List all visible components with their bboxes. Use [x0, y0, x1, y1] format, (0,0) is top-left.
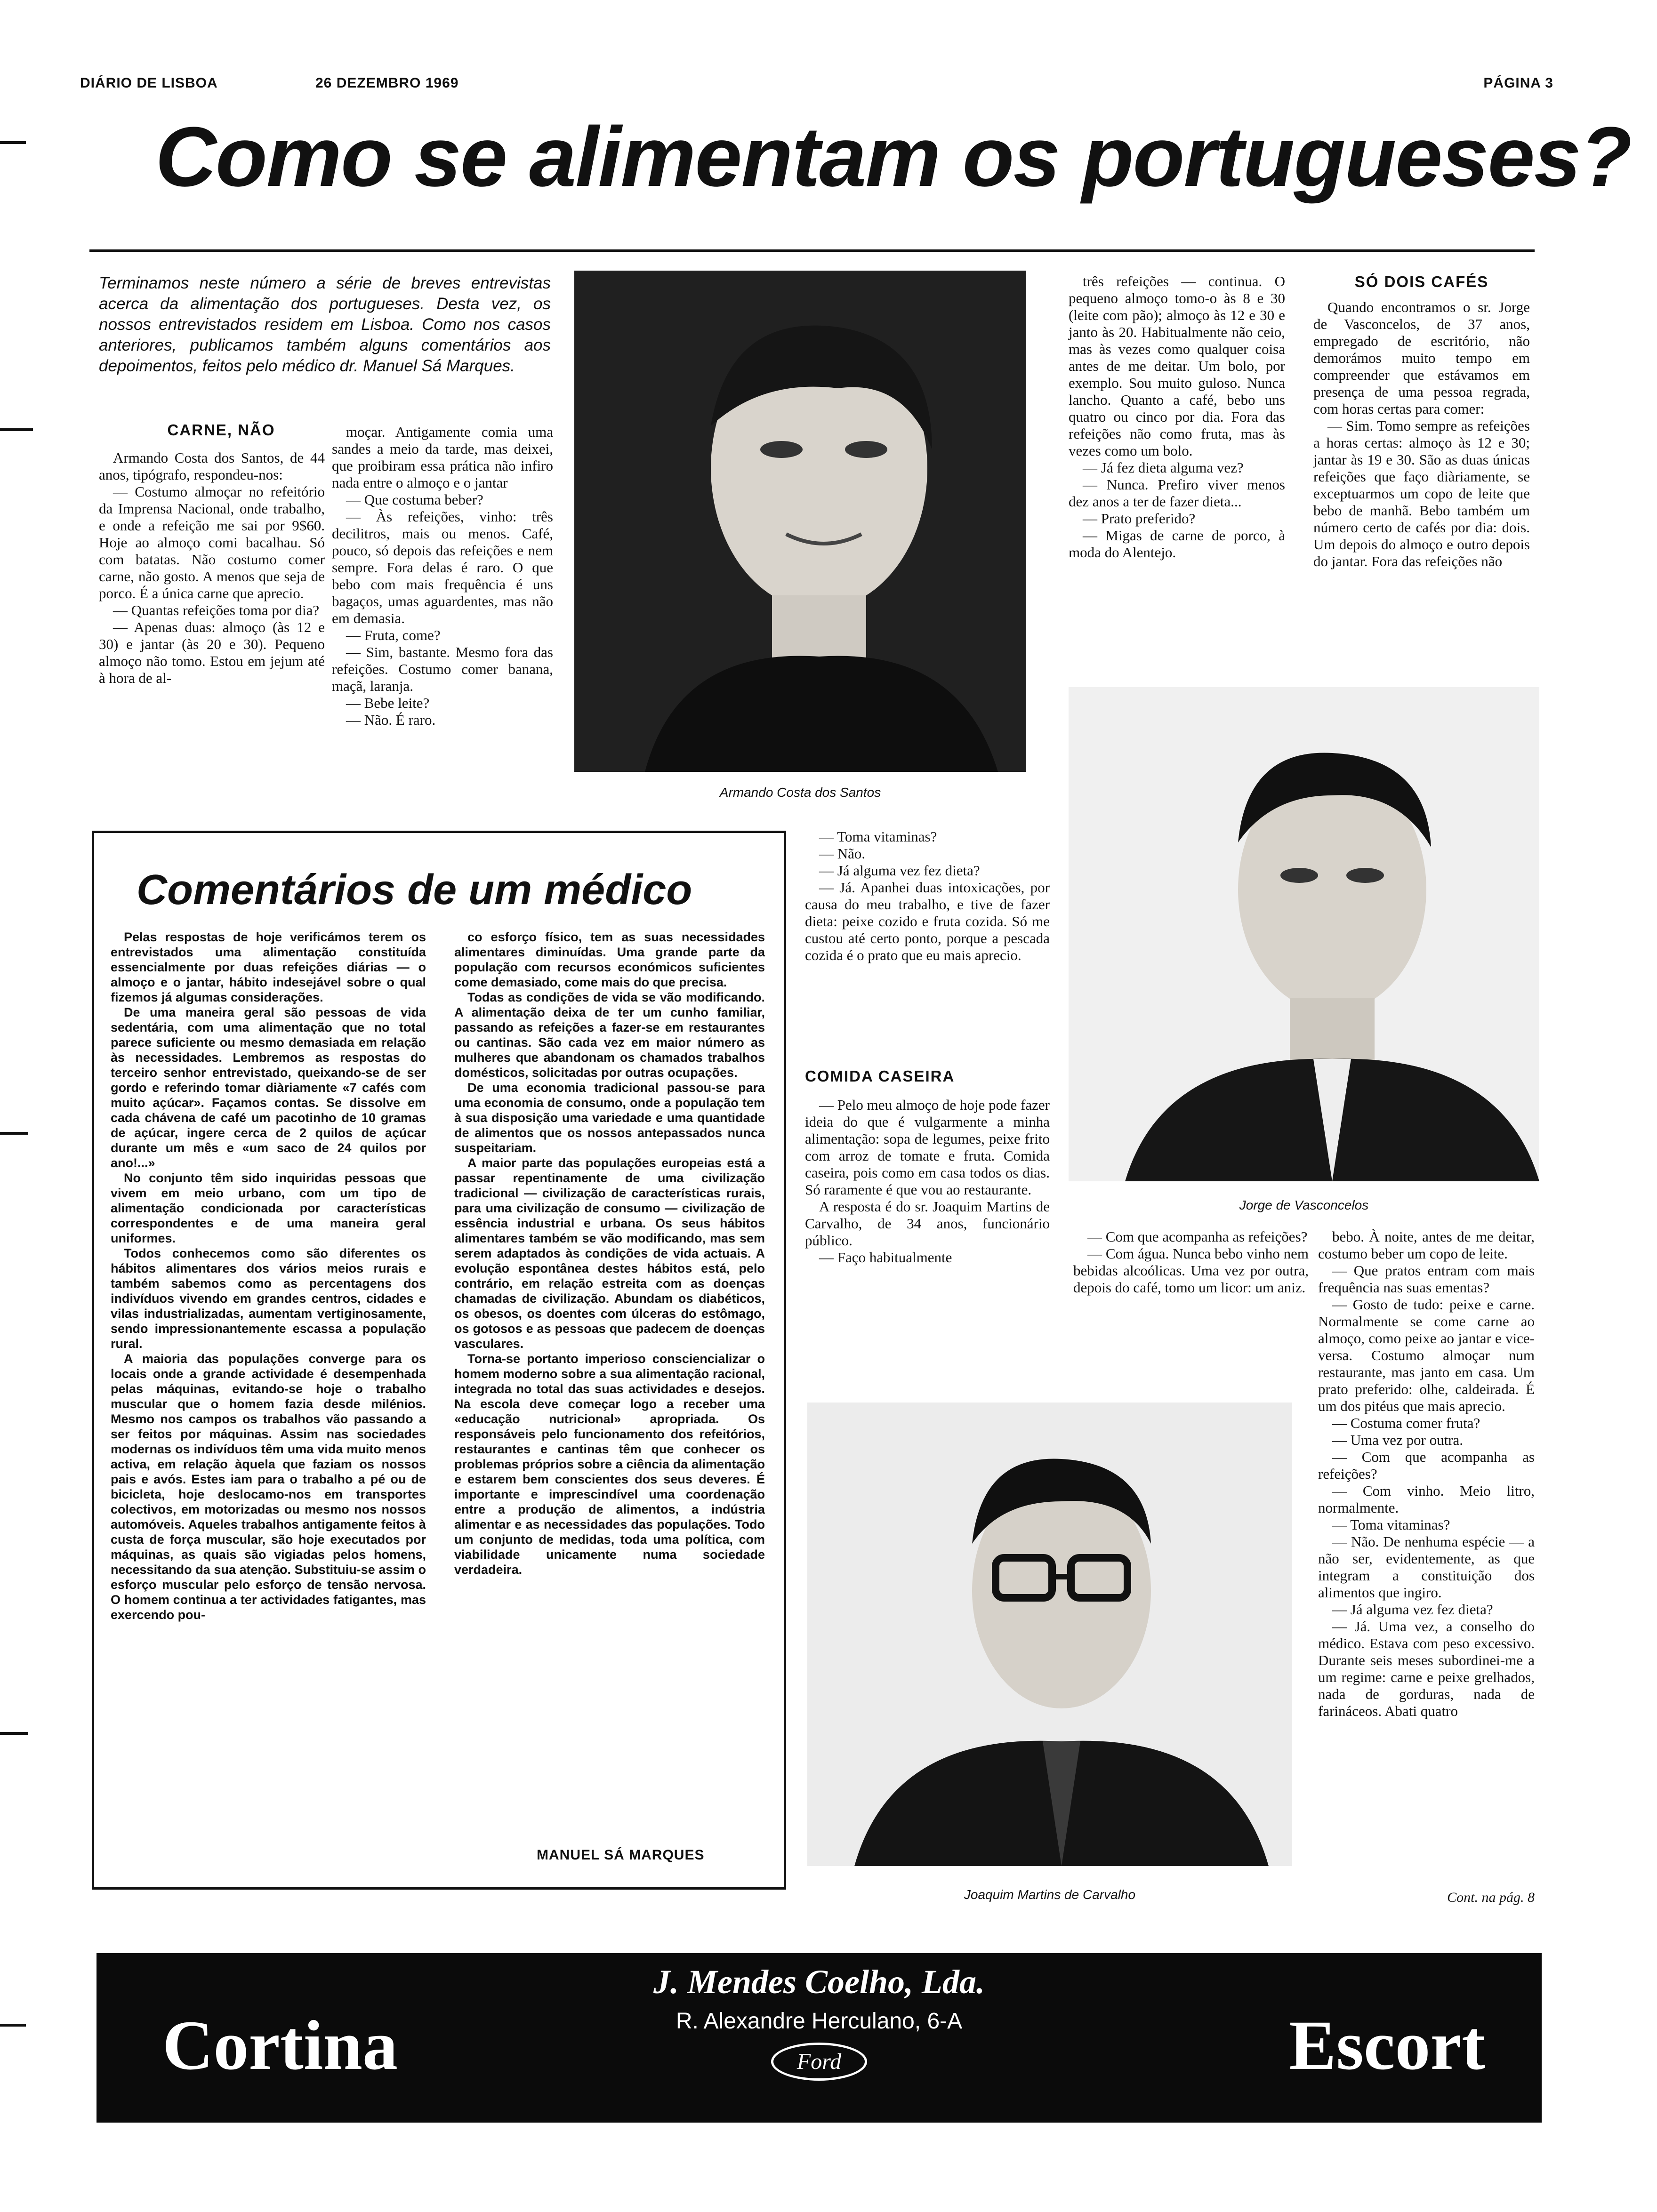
paragraph: Quando encontramos o sr. Jorge de Vasconcelos, de 37 anos, empregado de escritório, não demorámos muito tempo em compreender que estávamos em presença de uma pessoa regrada, com horas certas para comer:	[1313, 299, 1530, 417]
paragraph: — Já fez dieta alguma vez?	[1083, 459, 1244, 476]
portrait-photo-armando	[574, 271, 1026, 772]
paragraph: — Às refeições, vinho: três decilitros, mais ou menos. Café, pouco, só depois das refeições e nem sempre. Fora delas é raro. O que bebo com mais frequência é uns bagaços, umas aguardentes, mas não em demasia.	[332, 508, 553, 626]
comments-column-b	[454, 930, 765, 1577]
paragraph: — Sim. Tomo sempre as refeições a horas certas: almoço às 12 e 30; jantar às 19 e 30. São as duas únicas refeições que faço diàriamente, se exceptuarmos um copo de leite que bebo de manhã. Bebo também um número certo de cafés por dia: dois. Um depois do almoço e outro depois do jantar. Fora das refeições não	[1313, 417, 1530, 569]
ad-left-model: Cortina	[162, 2006, 398, 2084]
paragraph: moçar. Antigamente comia uma sandes a meio da tarde, mas deixei, que proibiram essa prática não infiro nada entre o almoço e o jantar	[332, 424, 553, 491]
subhead-carne-nao: CARNE, NÃO	[167, 421, 275, 439]
paragraph: — Com que acompanha as refeições?	[1318, 1449, 1535, 1482]
publication-name: DIÁRIO DE LISBOA	[80, 75, 218, 91]
paragraph: — Com vinho. Meio litro, normalmente.	[1318, 1483, 1535, 1516]
paragraph: — Uma vez por outra.	[1332, 1432, 1464, 1448]
paragraph: — Não. É raro.	[346, 712, 436, 728]
paragraph: — Com água. Nunca bebo vinho nem bebidas alcoólicas. Uma vez por outra, depois do café, tomo um licor: um aniz.	[1073, 1245, 1309, 1296]
comments-signature: MANUEL SÁ MARQUES	[537, 1847, 705, 1863]
paragraph: De uma economia tradicional passou-se para uma economia de consumo, onde a população tem à sua disposição uma variedade e uma quantidade de alimentos que os nossos antepassados nunca suspeitariam.	[454, 1081, 765, 1155]
paragraph: — Fruta, come?	[346, 627, 441, 643]
article-intro: Terminamos neste número a série de breves entrevistas acerca da alimentação dos portugueses. Desta vez, os nossos entrevistados residem em Lisboa. Como nos casos anteriores, publicamos também alguns comentários aos depoimentos, feitos pelo médico dr. Manuel Sá Marques.	[99, 274, 551, 375]
paragraph: — Já. Uma vez, a conselho do médico. Estava com peso excessivo. Durante seis meses subordinei-me a um regime: carne e peixe grelhados, nada de gorduras, nada de farináceos. Abati quatro	[1318, 1618, 1535, 1719]
photo-caption: Armando Costa dos Santos	[719, 785, 881, 800]
subhead-so-dois-cafes: SÓ DOIS CAFÉS	[1354, 273, 1489, 290]
paragraph: — Toma vitaminas?	[819, 828, 937, 845]
paragraph: — Pelo meu almoço de hoje pode fazer ideia do que é vulgarmente a minha alimentação: sopa de legumes, peixe frito com arroz de tomate e fruta. Comida caseira, pois como em casa todos os dias. Só raramente é que vou ao restaurante.	[805, 1097, 1050, 1198]
paragraph: — Costuma comer fruta?	[1332, 1415, 1480, 1431]
masthead	[80, 75, 1553, 94]
column-right-1	[1069, 273, 1285, 561]
margin-mark	[0, 428, 33, 431]
column-mid-2a	[805, 828, 1050, 964]
portrait-illustration	[807, 1403, 1292, 1866]
paragraph: — Prato preferido?	[1083, 510, 1196, 527]
paragraph: — Não.	[819, 845, 866, 862]
portrait-photo-joaquim	[807, 1403, 1292, 1866]
paragraph: — Faço habitualmente	[819, 1249, 952, 1266]
paragraph: — Já alguma vez fez dieta?	[819, 862, 980, 879]
paragraph: — Já alguma vez fez dieta?	[1332, 1601, 1493, 1618]
paragraph: — Que costuma beber?	[346, 491, 483, 508]
ford-logo: Ford	[771, 2043, 867, 2081]
paragraph: De uma maneira geral são pessoas de vida sedentária, com uma alimentação que no total parece suficiente ou mesmo demasiada em relação às necessidades. Lembremos as respostas do terceiro senhor entrevistado, queixando-se de ser gordo e referindo tomar diàriamente «7 cafés com muito açúcar». Façamos contas. Se dissolve em cada chávena de café um pacotinho de 10 gramas de açúcar, ingere cerca de 2 quilos de açúcar durante um mês e «um saco de 24 quilos por ano!...»	[111, 1005, 426, 1170]
column-section2	[1313, 299, 1530, 570]
portrait-illustration	[574, 271, 1026, 772]
page-number: PÁGINA 3	[1483, 75, 1553, 91]
comments-title: Comentários de um médico	[137, 866, 692, 914]
margin-mark	[0, 1732, 28, 1735]
ad-right-model: Escort	[1289, 2006, 1485, 2084]
paragraph: — Migas de carne de porco, à moda do Alentejo.	[1069, 527, 1285, 561]
paragraph: Armando Costa dos Santos, de 44 anos, tipógrafo, respondeu-nos:	[99, 449, 325, 483]
paragraph: co esforço físico, tem as suas necessidades alimentares diminuídas. Uma grande parte da população com recursos económicos suficientes come demasiado, come mais do que precisa.	[454, 930, 765, 989]
column-mid-2b	[805, 1097, 1050, 1266]
paragraph: Torna-se portanto imperioso consciencializar o homem moderno sobre a sua alimentação racional, integrada no total das suas actividades e desejos. Na escola deve começar logo a receber uma «educação nutricional» apropriada. Os responsáveis pelo funcionamento dos refeitórios, restaurantes e cantinas têm que conhecer os problemas próprios sobre a ciência da alimentação e estarem bem conscientes dos seus deveres. É importante e imprescindível uma coordenação entre a produção de alimentos, a indústria alimentar e as necessidades das populações. Todo um conjunto de medidas, toda uma política, com viabilidade unicamente numa sociedade verdadeira.	[454, 1352, 765, 1577]
paragraph: A maior parte das populações europeias está a passar repentinamente de uma civilização tradicional — civilização de características rurais, para uma civilização de consumo — civilização de essência industrial e urbana. Os seus hábitos alimentares também se vão modificando, mas sem serem adaptados às condições de vida actuais. A evolução espontânea destes hábitos está, pelo contrário, em relação estreita com as doenças chamadas de civilização. Abundam os diabéticos, os obesos, os doentes com úlceras do estômago, os gotosos e as pessoas que padecem de doenças vasculares.	[454, 1156, 765, 1351]
paragraph: Todas as condições de vida se vão modificando. A alimentação deixa de ter um cunho familiar, passando as refeições a fazer-se em restaurantes ou cantinas. São cada vez em maior número as mulheres que abandonam os chamados trabalhos domésticos, solicitadas por outras ocupações.	[454, 990, 765, 1080]
paragraph: — Não. De nenhuma espécie — a não ser, evidentemente, as que integram a constituição dos alimentos que ingiro.	[1318, 1533, 1535, 1601]
divider	[89, 249, 1535, 252]
paragraph: A resposta é do sr. Joaquim Martins de Carvalho, de 34 anos, funcionário público.	[805, 1198, 1050, 1249]
column-section1-a	[99, 449, 325, 687]
paragraph: Pelas respostas de hoje verificámos terem os entrevistados uma alimentação constituída essencialmente por duas refeições diárias — o almoço e o jantar, hábito indesejável sobre o qual fizemos já algumas considerações.	[111, 930, 426, 1004]
page-title: Como se alimentam os portugueses?	[155, 110, 1631, 204]
photo-caption: Jorge de Vasconcelos	[1239, 1198, 1369, 1212]
paragraph: — Com que acompanha as refeições?	[1087, 1228, 1308, 1245]
ad-address: R. Alexandre Herculano, 6-A	[676, 2009, 963, 2034]
paragraph: — Apenas duas: almoço (às 12 e 30) e jantar (às 20 e 30). Pequeno almoço não tomo. Estou em jejum até à hora de al-	[99, 619, 325, 686]
subhead-comida-caseira: COMIDA CASEIRA	[805, 1067, 955, 1085]
photo-caption: Joaquim Martins de Carvalho	[964, 1887, 1136, 1902]
paragraph: — Gosto de tudo: peixe e carne. Normalmente se come carne ao almoço, como peixe ao jantar e vice-versa. Costumo almoçar num restaurante, mas janto em casa. Um prato preferido: olhe, caldeirada. É um dos pitéus que mais aprecio.	[1318, 1296, 1535, 1414]
paragraph: — Quantas refeições toma por dia?	[113, 602, 320, 618]
advertisement-banner	[97, 1953, 1542, 2123]
paragraph: No conjunto têm sido inquiridas pessoas que vivem em meio urbano, com um tipo de alimentação condicionada por características correspondentes e de uma maneira geral uniformes.	[111, 1171, 426, 1245]
paragraph: Todos conhecemos como são diferentes os hábitos alimentares dos vários meios rurais e também sabemos como as percentagens dos indivíduos vivendo em grandes centros, cidades e vilas industrializadas, aumentam vertiginosamente, sendo impressionantemente escassa a população rural.	[111, 1246, 426, 1351]
paragraph: — Bebe leite?	[346, 695, 430, 711]
paragraph: — Costumo almoçar no refeitório da Imprensa Nacional, onde trabalho, e onde a refeição me sai por 9$60. Hoje ao almoço comi bacalhau. Só com batatas. Não costumo comer carne, não gosto. A menos que seja de porco. É a única carne que aprecio.	[99, 483, 325, 601]
margin-mark	[0, 2024, 26, 2027]
column-section1-b	[332, 424, 553, 729]
portrait-photo-jorge	[1069, 687, 1539, 1181]
portrait-illustration	[1069, 687, 1539, 1181]
paragraph: bebo. À noite, antes de me deitar, costumo beber um copo de leite.	[1318, 1228, 1535, 1262]
comments-column-a	[111, 930, 426, 1622]
paragraph: — Nunca. Prefiro viver menos dez anos a ter de fazer dieta...	[1069, 476, 1285, 510]
column-right-2	[1318, 1228, 1535, 1720]
issue-date: 26 DEZEMBRO 1969	[315, 75, 459, 91]
column-mid-3	[1073, 1228, 1309, 1296]
paragraph: — Toma vitaminas?	[1332, 1516, 1450, 1533]
paragraph: três refeições — continua. O pequeno almoço tomo-o às 8 e 30 (leite com pão); almoço às 12 e 30 e janto às 20. Habitualmente não ceio, mas às vezes como qualquer coisa antes de me deitar. Um bolo, por exemplo. Sou muito guloso. Nunca lancho. Quanto a café, bebo uns quatro ou cinco por dia. Fora das refeições não como fruta, mas às vezes como um bolo.	[1069, 273, 1285, 459]
margin-mark	[0, 1132, 28, 1135]
continued-note: Cont. na pág. 8	[1447, 1890, 1535, 1905]
paragraph: — Que pratos entram com mais frequência nas suas ementas?	[1318, 1262, 1535, 1296]
paragraph: — Sim, bastante. Mesmo fora das refeições. Costumo comer banana, maçã, laranja.	[332, 644, 553, 694]
paragraph: — Já. Apanhei duas intoxicações, por causa do meu trabalho, e tive de fazer dieta: peixe cozido e fruta cozida. Só me custou até certo ponto, porque a pescada cozida é o prato que eu mais aprecio.	[805, 879, 1050, 963]
paragraph: A maioria das populações converge para os locais onde a grande actividade é desempenhada pelas máquinas, evitando-se hoje o trabalho muscular que o homem fazia desde milénios. Mesmo nos campos os trabalhos vão passando a ser feitos por máquinas. Assim nas sociedades modernas os indivíduos têm uma vida muito menos activa, em relação àquela que faziam os nossos pais e avós. Estes iam para o trabalho a pé ou de bicicleta, hoje deslocamo-nos em transportes colectivos, em motorizadas ou mesmo nos nossos automóveis. Aqueles trabalhos antigamente feitos à custa de força muscular, são hoje executados por máquinas, as quais são vigiadas pelos homens, necessitando da sua atenção. Substituiu-se assim o esforço muscular pelo esforço de tensão nervosa. O homem continua a ter actividades fatigantes, mas exercendo pou-	[111, 1352, 426, 1622]
margin-mark	[0, 141, 26, 144]
ad-company: J. Mendes Coelho, Lda.	[653, 1963, 985, 2001]
